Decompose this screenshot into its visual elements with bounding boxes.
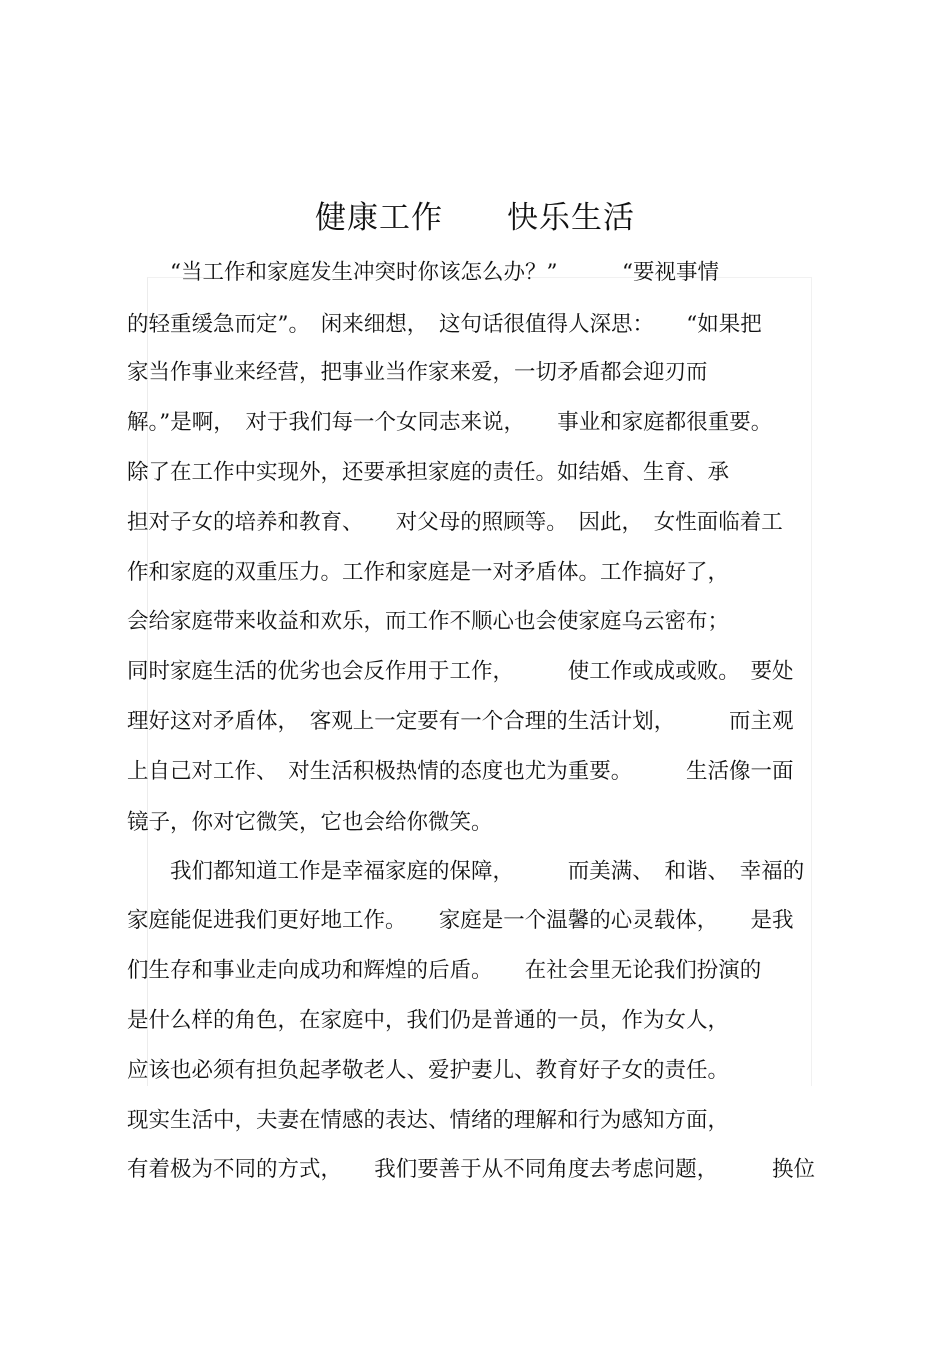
body-line: 家庭能促进我们更好地工作。 家庭是一个温馨的心灵载体， 是我 — [127, 908, 794, 933]
body-line: 除了在工作中实现外，还要承担家庭的责任。如结婚、生育、承 — [127, 460, 730, 485]
body-line: 担对子女的培养和教育、 对父母的照顾等。 因此， 女性面临着工 — [127, 510, 783, 535]
body-line: “当工作和家庭发生冲突时你该怎么办？” “要视事情 — [127, 260, 719, 285]
body-line: 家当作事业来经营，把事业当作家来爱，一切矛盾都会迎刃而 — [127, 360, 708, 385]
body-line: 的轻重缓急而定”。 闲来细想， 这句话很值得人深思： “如果把 — [127, 312, 762, 337]
body-line: 应该也必须有担负起孝敬老人、爱护妻儿、教育好子女的责任。 — [127, 1058, 730, 1083]
body-line: 是什么样的角色，在家庭中，我们仍是普通的一员，作为女人， — [127, 1008, 730, 1033]
body-line: 解。”是啊， 对于我们每一个女同志来说， 事业和家庭都很重要。 — [127, 410, 773, 435]
body-line: 镜子，你对它微笑，它也会给你微笑。 — [127, 810, 493, 835]
body-line: 现实生活中，夫妻在情感的表达、情绪的理解和行为感知方面， — [127, 1108, 730, 1133]
body-line: 有着极为不同的方式， 我们要善于从不同角度去考虑问题， 换位 — [127, 1157, 816, 1182]
document-title: 健康工作 快乐生活 — [315, 200, 635, 236]
body-line: 们生存和事业走向成功和辉煌的后盾。 在社会里无论我们扮演的 — [127, 958, 762, 983]
body-line: 上自己对工作、 对生活积极热情的态度也尤为重要。 生活像一面 — [127, 759, 794, 784]
body-line: 我们都知道工作是幸福家庭的保障， 而美满、 和谐、 幸福的 — [127, 859, 805, 884]
body-line: 作和家庭的双重压力。工作和家庭是一对矛盾体。工作搞好了， — [127, 560, 730, 585]
body-line: 会给家庭带来收益和欢乐，而工作不顺心也会使家庭乌云密布； — [127, 609, 730, 634]
body-line: 理好这对矛盾体， 客观上一定要有一个合理的生活计划， 而主观 — [127, 709, 794, 734]
body-line: 同时家庭生活的优劣也会反作用于工作， 使工作或成或败。 要处 — [127, 659, 794, 684]
